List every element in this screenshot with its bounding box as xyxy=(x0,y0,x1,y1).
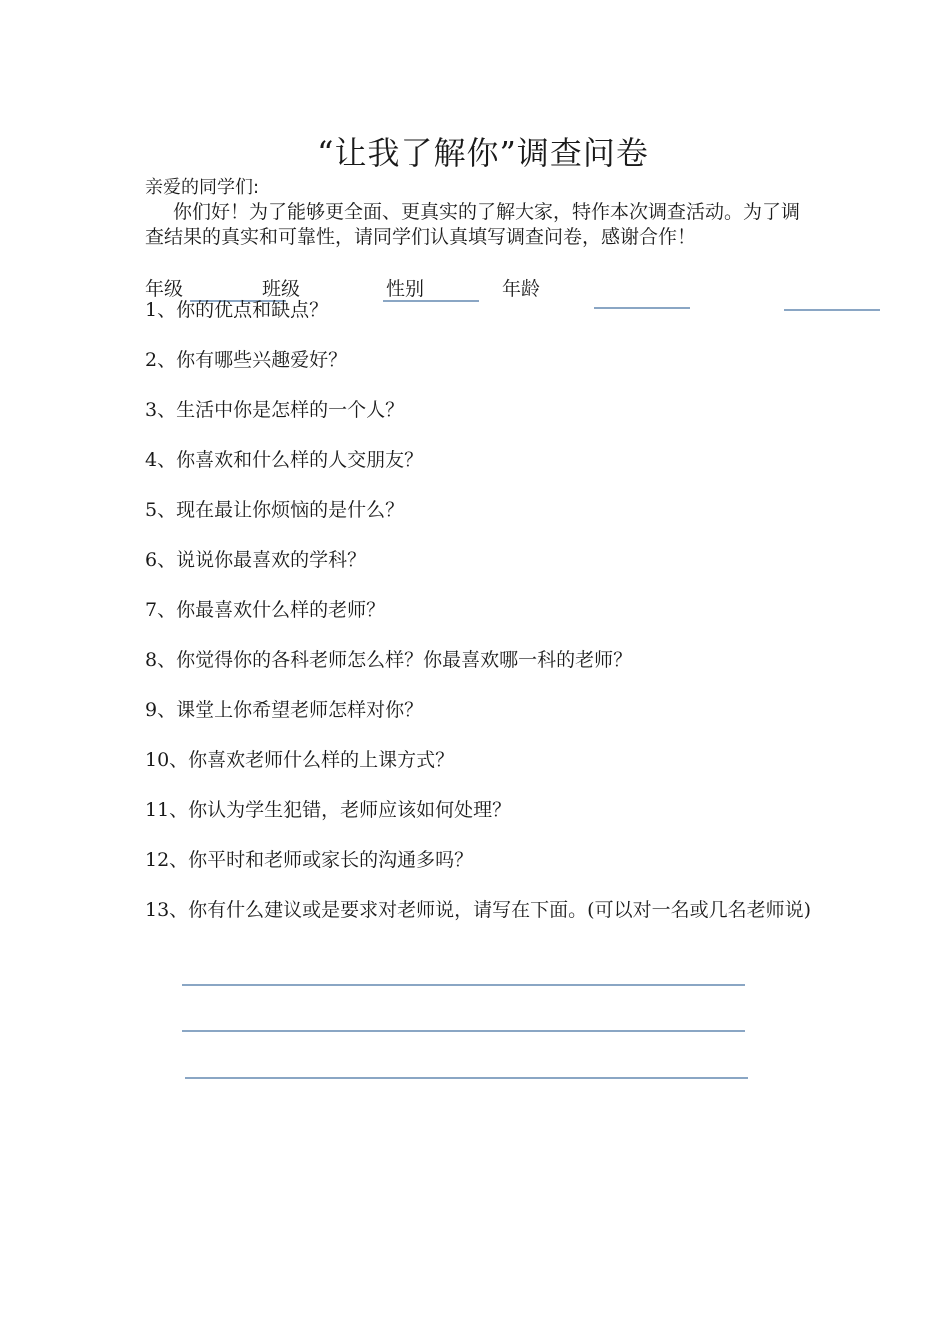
greeting: 亲爱的同学们: xyxy=(145,177,260,198)
grade-label: 年级 xyxy=(145,278,184,300)
question-7: 7、你最喜欢什么样的老师？ xyxy=(145,599,386,621)
age-blank[interactable] xyxy=(784,309,880,311)
question-6: 6、说说你最喜欢的学科？ xyxy=(145,549,367,571)
question-4: 4、你喜欢和什么样的人交朋友？ xyxy=(145,449,424,471)
answer-line-3[interactable] xyxy=(185,1077,748,1079)
question-11: 11、你认为学生犯错，老师应该如何处理？ xyxy=(145,799,512,821)
question-5: 5、现在最让你烦恼的是什么？ xyxy=(145,499,405,521)
intro-paragraph: 你们好！为了能够更全面、更真实的了解大家，特作本次调查活动。为了调查结果的真实和可靠性，请同学们认真填写调查问卷，感谢合作！ xyxy=(145,201,801,248)
gender-blank[interactable] xyxy=(594,307,690,309)
class-blank[interactable] xyxy=(383,300,479,302)
class-label: 班级 xyxy=(262,278,301,300)
answer-line-1[interactable] xyxy=(182,984,745,986)
question-2: 2、你有哪些兴趣爱好？ xyxy=(145,349,348,371)
question-10: 10、你喜欢老师什么样的上课方式？ xyxy=(145,749,455,771)
question-9: 9、课堂上你希望老师怎样对你？ xyxy=(145,699,424,721)
question-1: 1、你的优点和缺点？ xyxy=(145,299,329,321)
question-8: 8、你觉得你的各科老师怎么样？你最喜欢哪一科的老师？ xyxy=(145,649,633,671)
question-12: 12、你平时和老师或家长的沟通多吗？ xyxy=(145,849,474,871)
age-label: 年龄 xyxy=(502,278,541,300)
gender-label: 性别 xyxy=(386,278,425,300)
answer-line-2[interactable] xyxy=(182,1030,745,1032)
question-13: 13、你有什么建议或是要求对老师说，请写在下面。(可以对一名或几名老师说) xyxy=(145,899,812,921)
page-title: “让我了解你”调查问卷 xyxy=(317,134,649,172)
question-3: 3、生活中你是怎样的一个人？ xyxy=(145,399,405,421)
